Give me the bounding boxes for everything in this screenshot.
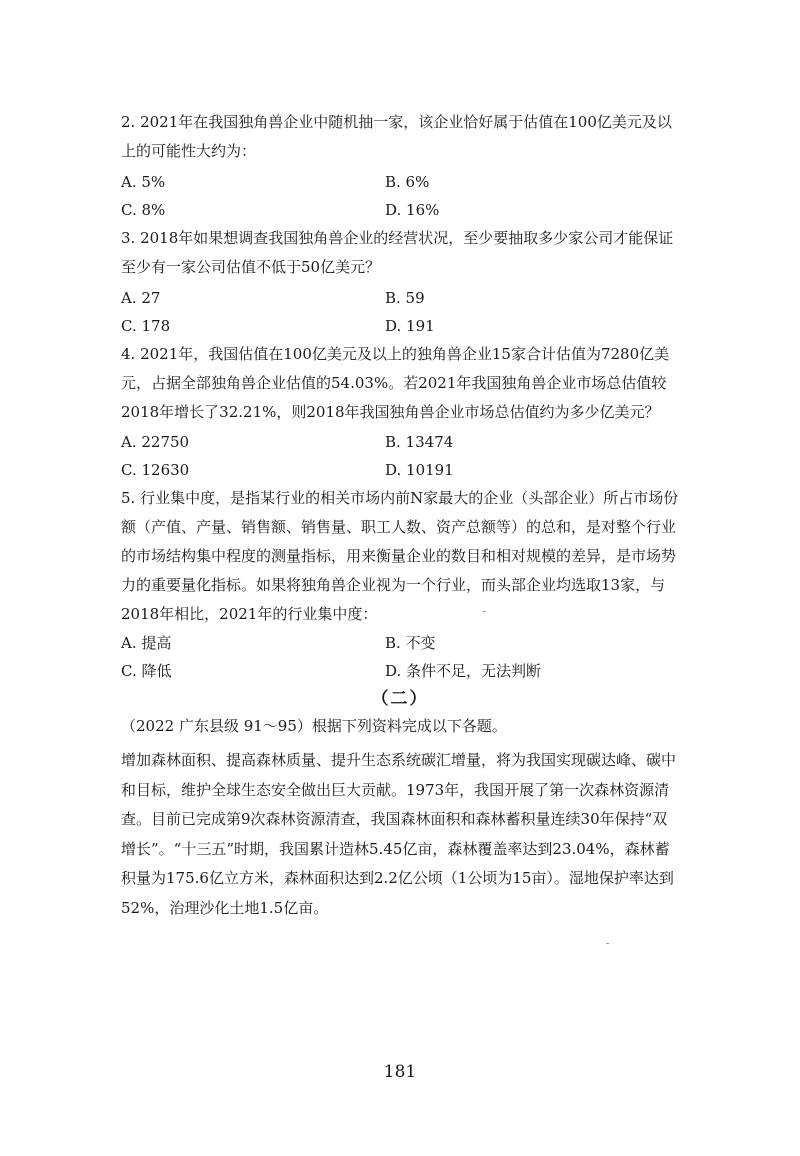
question-2-option-a: A. 5% [121, 173, 166, 191]
section-intro: （2022 广东县级 91～95）根据下列资料完成以下各题。 [121, 717, 507, 735]
page-number: 181 [383, 1062, 417, 1082]
question-5-option-a: A. 提高 [121, 634, 172, 652]
question-2-option-c: C. 8% [121, 201, 166, 219]
question-4-option-a: A. 22750 [121, 433, 190, 451]
question-3-option-a: A. 27 [121, 289, 161, 307]
question-2-stem: 2. 2021年在我国独角兽企业中随机抽一家，该企业恰好属于估值在100亿美元及以上的可能性大约为： [121, 113, 672, 160]
section-title: （二） [371, 689, 429, 709]
section-paragraph: 增加森林面积、提高森林质量、提升生态系统碳汇增量，将为我国实现碳达峰、碳中和目标，维护全球生态安全做出巨大贡献。1973年，我国开展了第一次森林资源清查。目前已完成第9次森林资源清查，我国森林面积和森林蓄积量连续30年保持“双增长”。“十三五”时期，我国累计造林5.45亿亩，森林覆盖率达到23.04%，森林蓄积量为175.6亿立方米，森林面积达到2.2亿公顷（1公顷为15亩）。湿地保护率达到52%，治理沙化土地1.5亿亩。 [121, 751, 677, 917]
question-3-stem: 3. 2018年如果想调查我国独角兽企业的经营状况，至少要抽取多少家公司才能保证至少有一家公司估值不低于50亿美元？ [121, 229, 674, 276]
question-5-option-d: D. 条件不足，无法判断 [385, 662, 542, 680]
question-4-option-b: B. 13474 [385, 433, 454, 451]
question-5-option-c: C. 降低 [121, 662, 172, 680]
question-5-option-b: B. 不变 [385, 634, 436, 652]
question-3-option-b: B. 59 [385, 289, 425, 307]
question-3-option-c: C. 178 [121, 317, 171, 335]
question-3-option-d: D. 191 [385, 317, 435, 335]
question-4-stem: 4. 2021年，我国估值在100亿美元及以上的独角兽企业15家合计估值为7280亿美元，占据全部独角兽企业估值的54.03%。若2021年我国独角兽企业市场总估值较2018年增长了32.21%，则2018年我国独角兽企业市场总估值约为多少亿美元？ [121, 345, 670, 421]
question-4-option-c: C. 12630 [121, 461, 190, 479]
question-4-option-d: D. 10191 [385, 461, 454, 479]
question-5-stem: 5. 行业集中度，是指某行业的相关市场内前N家最大的企业（头部企业）所占市场份额（产值、产量、销售额、销售量、职工人数、资产总额等）的总和，是对整个行业的市场结构集中程度的测量指标，用来衡量企业的数目和相对规模的差异，是市场势力的重要量化指标。如果将独角兽企业视为一个行业，而头部企业均选取13家，与2018年相比，2021年的行业集中度： [121, 489, 679, 623]
question-2-option-b: B. 6% [385, 173, 430, 191]
scan-speck [606, 943, 609, 944]
scan-speck [483, 611, 486, 612]
question-2-option-d: D. 16% [385, 201, 440, 219]
